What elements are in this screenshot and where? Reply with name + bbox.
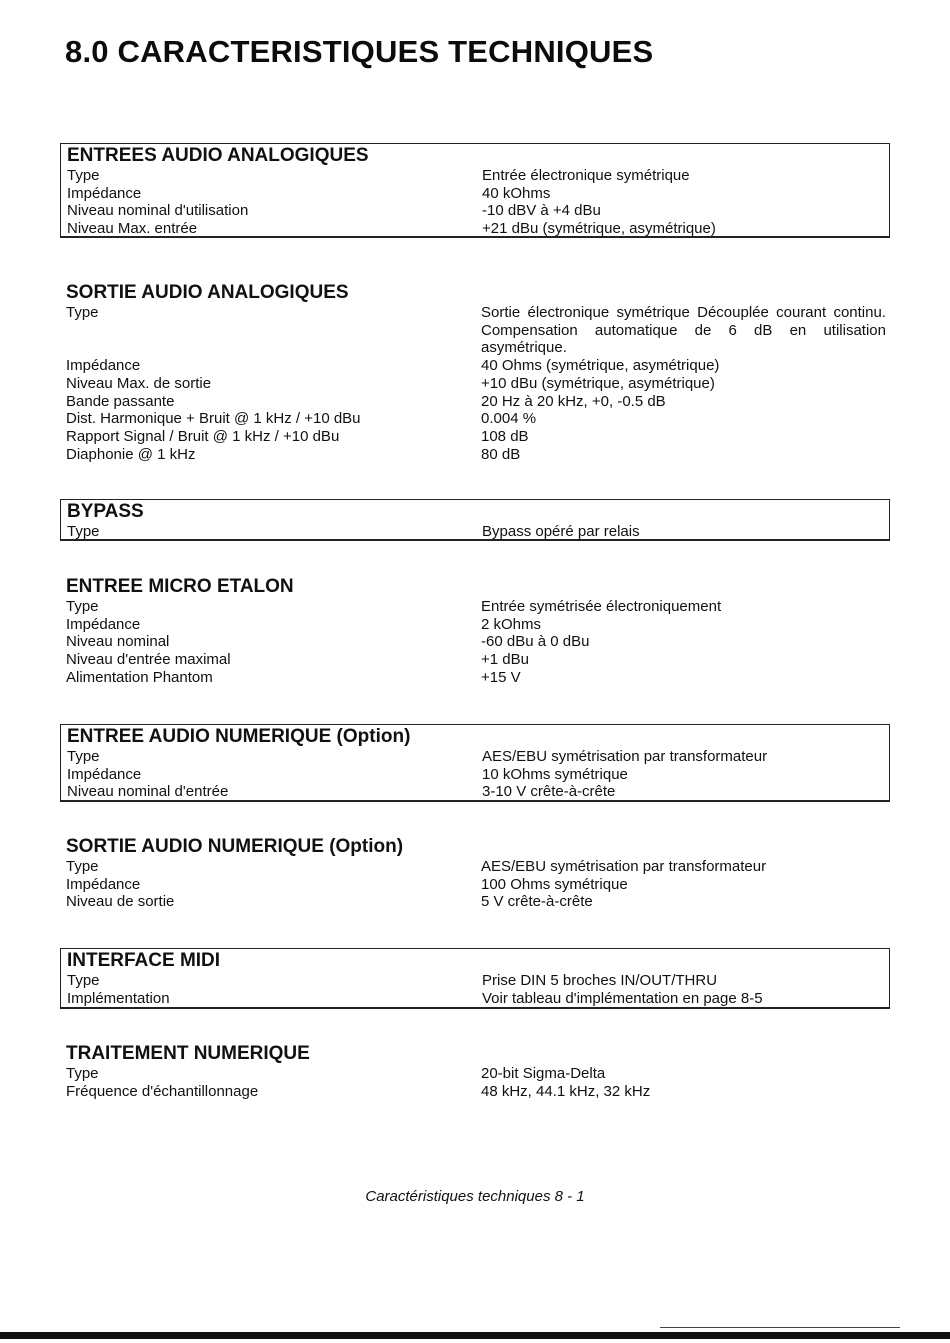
page-footer: Caractéristiques techniques 8 - 1 [365,1188,585,1205]
spec-value: +21 dBu (symétrique, asymétrique) [482,220,716,238]
spec-value: Entrée symétrisée électroniquement [481,598,722,615]
spec-label: Rapport Signal / Bruit @ 1 kHz / +10 dBu [66,427,340,445]
spec-label: Fréquence d'échantillonnage [66,1082,259,1100]
spec-row [61,783,889,801]
spec-value: 2 kOhms [481,615,542,633]
spec-value: 20 Hz à 20 kHz, +0, -0.5 dB [481,392,666,410]
section-heading: TRAITEMENT NUMERIQUE [66,1043,310,1064]
section-heading: BYPASS [67,501,144,522]
section-sortie-audio-analogiques [60,282,890,463]
spec-row [60,1083,890,1101]
spec-row [60,651,890,669]
section-entree-micro-etalon [60,576,890,687]
spec-row [61,185,889,203]
spec-row [60,304,890,357]
spec-value: +1 dBu [481,651,529,669]
spec-label: Niveau Max. de sortie [66,374,212,392]
spec-row [60,375,890,393]
spec-label: Impédance [66,357,141,375]
spec-label: Impédance [67,184,142,202]
spec-label: Alimentation Phantom [66,668,213,686]
spec-label: Bande passante [66,392,175,410]
spec-value: 100 Ohms symétrique [481,875,628,893]
spec-row [61,523,889,541]
spec-row [60,428,890,446]
section-heading: ENTREE AUDIO NUMERIQUE (Option) [67,726,411,747]
spec-row [60,633,890,651]
spec-value: 3-10 V crête-à-crête [482,783,616,801]
spec-value: Sortie électronique symétrique Découplée courant continu. Compensation automatique de 6 dB en utilisation asymétrique. [481,304,886,357]
spec-row [60,876,890,894]
spec-label: Niveau de sortie [66,893,175,911]
spec-value: AES/EBU symétrisation par transformateur [482,748,768,765]
spec-label: Niveau Max. entrée [67,220,198,238]
section-sortie-audio-numerique [60,836,890,911]
scan-bottom-edge [0,1332,950,1339]
spec-value: Prise DIN 5 broches IN/OUT/THRU [482,972,718,989]
section-interface-midi [60,948,890,1009]
spec-row [60,669,890,687]
spec-label: Niveau nominal [66,633,170,651]
spec-label: Type [66,1065,99,1082]
spec-label: Type [66,858,99,875]
spec-value: +15 V [481,668,521,686]
spec-label: Niveau nominal d'entrée [67,783,229,801]
section-heading: INTERFACE MIDI [67,950,221,971]
spec-label: Niveau d'entrée maximal [66,651,231,669]
section-entrees-audio-analogiques [60,143,890,238]
spec-label: Implémentation [67,989,170,1007]
section-heading: ENTREES AUDIO ANALOGIQUES [67,145,369,166]
spec-value: Voir tableau d'implémentation en page 8-5 [482,989,763,1007]
spec-value: +10 dBu (symétrique, asymétrique) [481,374,715,392]
spec-row [60,446,890,464]
section-entree-audio-numerique [60,724,890,802]
spec-row [60,410,890,428]
spec-value: AES/EBU symétrisation par transformateur [481,858,767,875]
spec-row [61,766,889,784]
spec-label: Type [67,748,100,765]
spec-value: 20-bit Sigma-Delta [481,1065,606,1082]
spec-label: Type [67,972,100,989]
spec-label: Impédance [66,875,141,893]
spec-value: 108 dB [481,427,529,445]
spec-row [60,598,890,616]
spec-row [60,858,890,876]
spec-value: 10 kOhms symétrique [482,765,628,783]
spec-row [61,748,889,766]
spec-value: 80 dB [481,445,521,463]
spec-row [61,990,889,1008]
section-heading: ENTREE MICRO ETALON [66,576,294,597]
spec-label: Impédance [66,615,141,633]
spec-label: Type [67,167,100,184]
spec-label: Type [66,304,99,321]
scan-edge-line [660,1327,900,1328]
spec-label: Dist. Harmonique + Bruit @ 1 kHz / +10 dBu [66,410,361,428]
spec-value: 0.004 % [481,410,537,428]
spec-label: Impédance [67,765,142,783]
section-heading: SORTIE AUDIO NUMERIQUE (Option) [66,836,404,857]
spec-row [61,202,889,220]
spec-value: 40 kOhms [482,184,551,202]
spec-value: 48 kHz, 44.1 kHz, 32 kHz [481,1082,651,1100]
spec-row [60,393,890,411]
spec-label: Diaphonie @ 1 kHz [66,445,196,463]
spec-value: 40 Ohms (symétrique, asymétrique) [481,357,720,375]
spec-value: -10 dBV à +4 dBu [482,202,601,220]
spec-value: -60 dBu à 0 dBu [481,633,590,651]
spec-row [60,616,890,634]
section-bypass [60,499,890,541]
spec-label: Type [66,598,99,615]
spec-row [61,220,889,238]
section-heading: SORTIE AUDIO ANALOGIQUES [66,282,349,303]
spec-row [61,972,889,990]
spec-row [61,167,889,185]
spec-label: Niveau nominal d'utilisation [67,202,249,220]
section-traitement-numerique [60,1043,890,1100]
page-title: 8.0 CARACTERISTIQUES TECHNIQUES [65,34,654,69]
spec-row [60,357,890,375]
spec-value: Bypass opéré par relais [482,523,640,540]
spec-label: Type [67,523,100,540]
spec-row [60,1065,890,1083]
spec-value: 5 V crête-à-crête [481,893,593,911]
spec-row [60,893,890,911]
spec-value: Entrée électronique symétrique [482,167,690,184]
